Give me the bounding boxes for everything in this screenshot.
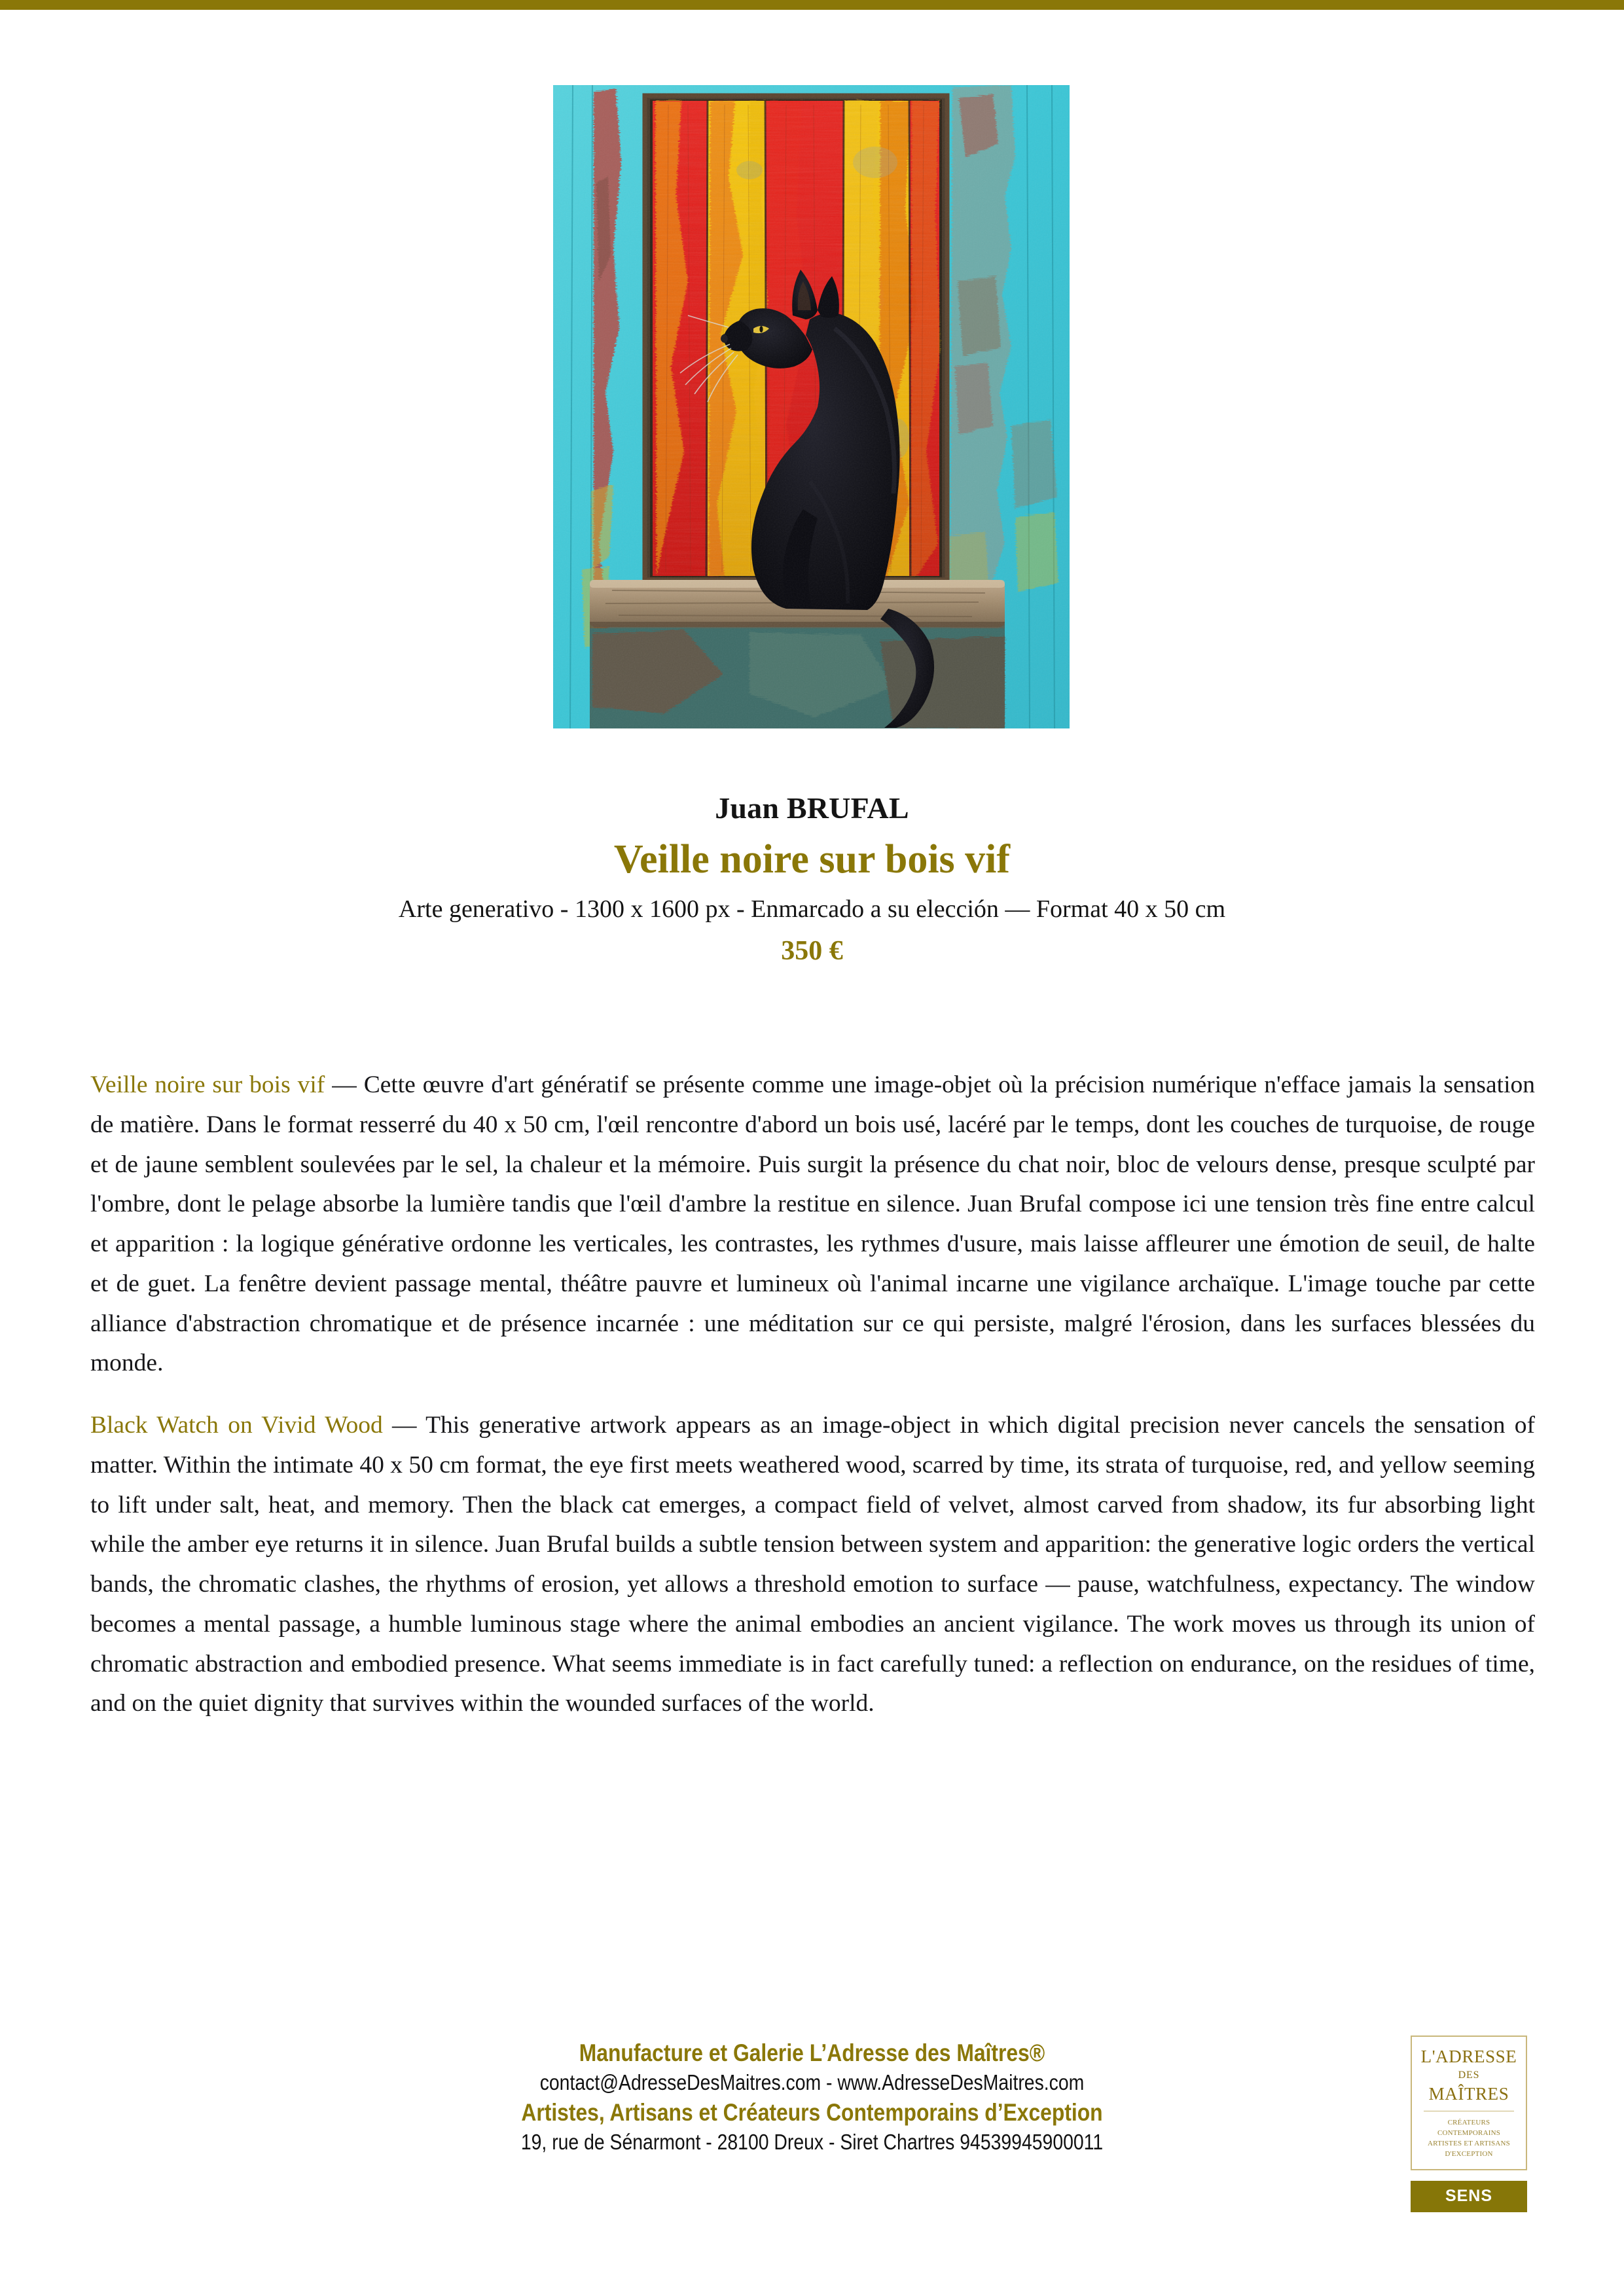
description-lead-en: Black Watch on Vivid Wood [90,1412,383,1439]
description-lead-fr: Veille noire sur bois vif [90,1071,325,1098]
artist-name: Juan BRUFAL [715,791,909,825]
description-section [90,1066,1535,1746]
footer-company-name: Manufacture et Galerie L’Adresse des Maîtres® [579,2039,1045,2066]
footer-contact-line[interactable]: contact@AdresseDesMaitres.com - www.AdresseDesMaitres.com [539,2070,1085,2095]
page-title: Veille noire sur bois vif [613,837,1011,882]
artwork-image [553,85,1070,728]
logo-line-maitres: MAÎTRES [1428,2083,1509,2104]
description-body-en: This generative artwork appears as an image-object in which digital precision never cancels the sensation of matter. Within the intimate 40 x 50 cm format, the eye first meets weathered wood, scarred by time, its strata of turquoise, red, and yellow seeming to lift under salt, heat, and memory. Then the black cat emerges, a compact field of velvet, almost carved from shadow, its fur absorbing light while the amber eye returns it in silence. Juan Brufal builds a subtle tension between system and apparition: the generative logic orders the vertical bands, the chromatic clashes, the rhythms of erosion, yet allows a threshold emotion to surface — pause, watchfulness, expectancy. The window becomes a mental passage, a humble luminous stage where the animal embodies an ancient vigilance. The work moves us through its union of chromatic abstraction and embodied presence. What seems immediate is in fact carefully tuned: a reflection on endurance, on the residues of time, and on the quiet dignity that survives within the wounded surfaces of the world. [90,1412,1536,1717]
sens-button[interactable]: SENS [1411,2181,1527,2212]
description-body-fr: Cette œuvre d'art génératif se présente comme une image-objet où la précision numérique n'efface jamais la sensation de matière. Dans le format resserré du 40 x 50 cm, l'œil rencontre d'abord un bois usé, lacéré par le temps, dont les couches de turquoise, de rouge et de jaune semblent soulevées par le sel, la chaleur et la mémoire. Puis surgit la présence du chat noir, bloc de velours dense, presque sculpté par l'ombre, dont le pelage absorbe la lumière tandis que l'œil d'ambre la restitue en silence. Juan Brufal compose ici une tension très fine entre calcul et apparition : la logique générative ordonne les verticales, les contrastes, les rythmes d'usure, mais laisse affleurer une émotion de seuil, de halte et de guet. La fenêtre devient passage mental, théâtre pauvre et lumineux où l'animal incarne une vigilance archaïque. L'image touche par cette alliance d'abstraction chromatique et de présence incarnée : une méditation sur ce qui persiste, malgré l'érosion, dans les surfaces blessées du monde. [90,1071,1535,1377]
logo-box [1411,2036,1527,2170]
logo-subtitle-createurs: CRÉATEURS CONTEMPORAINS [1437,2119,1501,2138]
artwork-title-block [0,793,1624,965]
logo-line-des: DES [1458,2070,1480,2081]
footer-address-line: 19, rue de Sénarmont - 28100 Dreux - Siret Chartres 94539945900011 [520,2130,1104,2155]
top-accent-bar [0,0,1624,10]
artwork-specs: Arte generativo - 1300 x 1600 px - Enmarcado a su elección — Format 40 x 50 cm [398,895,1226,923]
description-paragraph-fr [90,1066,1535,1384]
logo-subtitle-artistes: ARTISTES ET ARTISANS [1428,2139,1510,2147]
logo-subtitle-exception: D'EXCEPTION [1445,2149,1493,2158]
description-separator-fr: — [325,1071,364,1098]
page-footer [0,2037,1624,2157]
logo-line-adresse: L'ADRESSE [1420,2047,1517,2066]
description-paragraph-en [90,1406,1535,1724]
artwork-price: 350 € [781,936,843,966]
description-separator-en: — [382,1412,426,1439]
footer-tagline: Artistes, Artisans et Créateurs Contemporains d’Exception [521,2098,1103,2126]
brand-logo[interactable] [1411,2036,1527,2212]
